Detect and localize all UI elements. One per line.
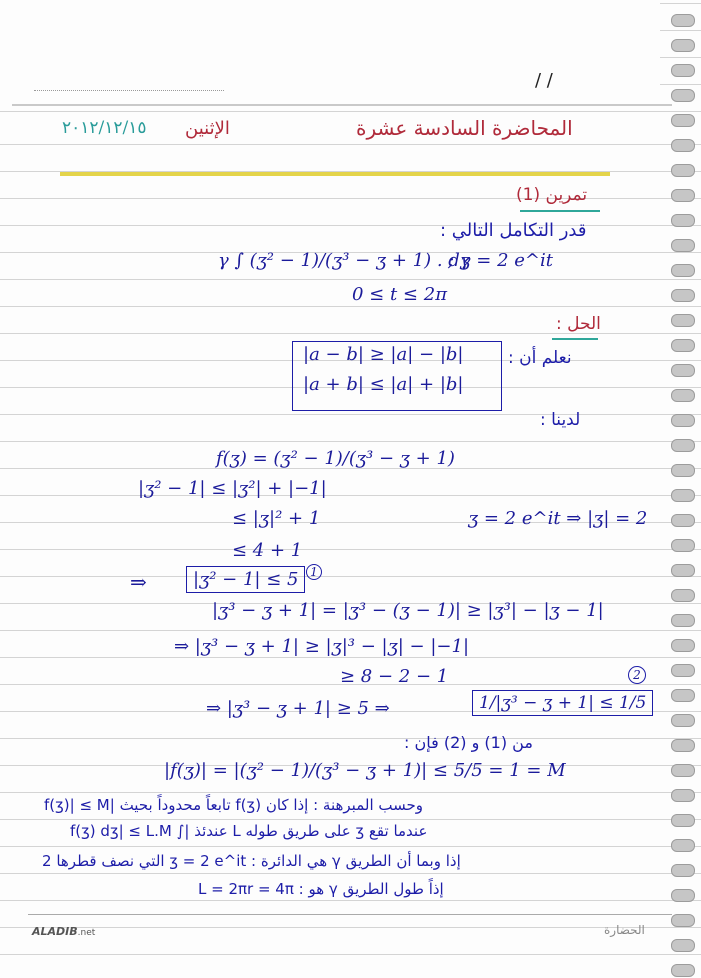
inequalities-box — [292, 341, 502, 411]
binding-ring — [671, 814, 695, 827]
top-margin — [0, 0, 660, 104]
circle-line: إذا وبما أن الطريق γ هي الدائرة : ʒ = 2 e^it التي نصف قطرها 2 — [42, 852, 461, 870]
binding-ring — [671, 739, 695, 752]
header-day: الإثنين — [185, 118, 230, 139]
exercise-integral: γ ∫ (ʒ² − 1)/(ʒ³ − ʒ + 1) . dʒ — [218, 250, 470, 271]
bound-result: |f(ʒ)| = |(ʒ² − 1)/(ʒ³ − ʒ + 1)| ≤ 5/5 = 1 = M — [164, 760, 566, 781]
binding-ring — [671, 314, 695, 327]
header-date: ٢٠١٢/١٢/١٥ — [62, 118, 147, 138]
binding-ring — [671, 489, 695, 502]
result-2-box: 1/|ʒ³ − ʒ + 1| ≤ 1/5 — [472, 690, 653, 716]
binding-ring — [671, 414, 695, 427]
theorem-line: وحسب المبرهنة : إذا كان f(ʒ) تابعاً محدوداً بحيث |f(ʒ)| ≤ M — [44, 796, 424, 814]
spiral-binding — [661, 0, 701, 978]
solution-underline — [552, 338, 598, 340]
exercise-underline — [520, 210, 600, 212]
binding-ring — [671, 164, 695, 177]
ineq-1: |a − b| ≥ |a| − |b| — [303, 344, 464, 365]
solution-we-have: لدينا : — [540, 410, 581, 430]
binding-ring — [671, 764, 695, 777]
binding-ring — [671, 214, 695, 227]
step-2-side: ʒ = 2 e^it ⇒ |ʒ| = 2 — [468, 508, 648, 529]
binding-ring — [671, 864, 695, 877]
step-3: ≤ 4 + 1 — [232, 540, 303, 561]
header-title: المحاضرة السادسة عشرة — [356, 116, 573, 140]
binding-ring — [671, 514, 695, 527]
binding-ring — [671, 564, 695, 577]
binding-ring — [671, 189, 695, 202]
binding-ring — [671, 289, 695, 302]
binding-ring — [671, 364, 695, 377]
exercise-label: تمرين (1) — [516, 185, 588, 205]
binding-ring — [671, 89, 695, 102]
combine-text: من (1) و (2) فإن : — [404, 733, 533, 752]
step-6: ⇒ |ʒ³ − ʒ + 1| ≥ |ʒ|³ − |ʒ| − |−1| — [174, 636, 470, 657]
dotted-line — [34, 90, 224, 91]
binding-ring — [671, 539, 695, 552]
step-7: ≥ 8 − 2 − 1 — [340, 666, 449, 687]
binding-ring — [671, 939, 695, 952]
binding-ring — [671, 964, 695, 977]
mark-2: 2 — [628, 666, 646, 684]
exercise-prompt: قدر التكامل التالي : — [440, 220, 587, 241]
binding-ring — [671, 264, 695, 277]
aladib-logo: ALADIB.net — [32, 925, 96, 938]
f-definition: f(ʒ) = (ʒ² − 1)/(ʒ³ − ʒ + 1) — [216, 448, 455, 469]
binding-ring — [671, 339, 695, 352]
step-4-arrow: ⇒ — [130, 570, 147, 594]
binding-ring — [671, 839, 695, 852]
binding-ring — [671, 914, 695, 927]
binding-ring — [671, 14, 695, 27]
binding-ring — [671, 714, 695, 727]
footer-rule — [28, 914, 672, 915]
header-underline — [60, 172, 610, 176]
exercise-range: 0 ≤ t ≤ 2π — [352, 284, 448, 305]
binding-ring — [671, 689, 695, 702]
date-slashes: / / — [535, 70, 553, 91]
binding-ring — [671, 39, 695, 52]
theorem-line-2: عندما تقع ʒ على طريق طوله L عندئذ |∫ f(ʒ) dʒ| ≤ L.M — [70, 822, 428, 840]
binding-ring — [671, 639, 695, 652]
binding-ring — [671, 389, 695, 402]
binding-ring — [671, 789, 695, 802]
step-1: |ʒ² − 1| ≤ |ʒ²| + |−1| — [138, 478, 327, 499]
binding-ring — [671, 589, 695, 602]
solution-know: نعلم أن : — [508, 348, 572, 368]
ineq-2: |a + b| ≤ |a| + |b| — [303, 374, 464, 395]
length-line: إذاً طول الطريق γ هو : L = 2πr = 4π — [198, 880, 444, 898]
header-rule — [12, 104, 672, 106]
step-8: ⇒ |ʒ³ − ʒ + 1| ≥ 5 ⇒ — [206, 698, 390, 719]
exercise-path: ; γ = 2 e^it — [448, 250, 553, 271]
binding-ring — [671, 139, 695, 152]
binding-ring — [671, 664, 695, 677]
step-2: ≤ |ʒ|² + 1 — [232, 508, 321, 529]
binding-ring — [671, 614, 695, 627]
footer-brand: الحضارة — [604, 923, 645, 937]
mark-1: 1 — [306, 564, 322, 580]
step-5: |ʒ³ − ʒ + 1| = |ʒ³ − (ʒ − 1)| ≥ |ʒ³| − |ʒ − 1| — [212, 600, 604, 621]
binding-ring — [671, 439, 695, 452]
binding-ring — [671, 889, 695, 902]
binding-ring — [671, 239, 695, 252]
binding-ring — [671, 64, 695, 77]
result-1-box: |ʒ² − 1| ≤ 5 — [186, 566, 305, 593]
binding-ring — [671, 114, 695, 127]
solution-label: الحل : — [556, 314, 601, 334]
binding-ring — [671, 464, 695, 477]
